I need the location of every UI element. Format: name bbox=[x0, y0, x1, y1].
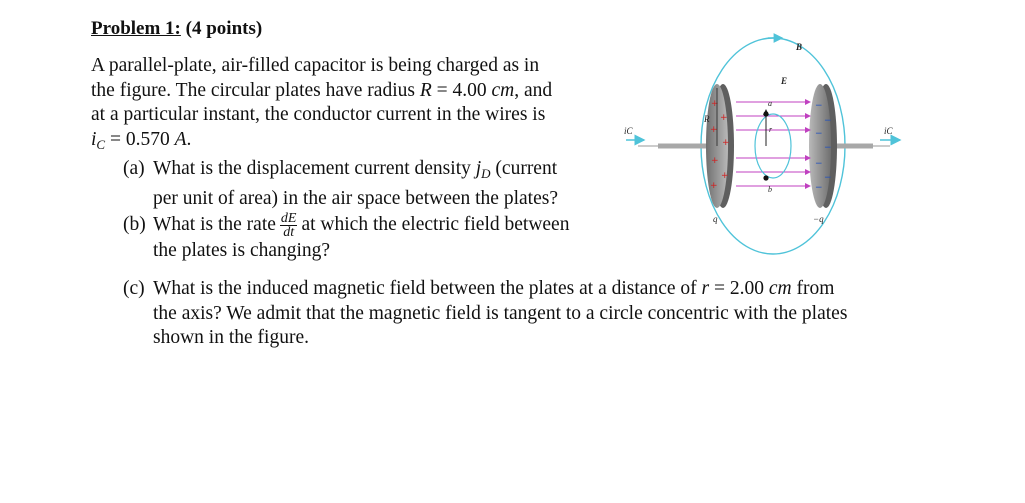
part-c-text-4: shown in the figure. bbox=[153, 327, 309, 348]
svg-text:+: + bbox=[720, 113, 728, 123]
problem-title bbox=[91, 18, 262, 40]
current-variable: i bbox=[91, 128, 97, 150]
label-B: B bbox=[796, 42, 803, 52]
svg-text:+: + bbox=[710, 125, 718, 135]
label-a: a bbox=[768, 99, 772, 108]
svg-text:+: + bbox=[710, 181, 718, 191]
intro-line-2 bbox=[91, 79, 621, 104]
svg-text:+: + bbox=[722, 138, 730, 148]
label-R: R bbox=[704, 114, 710, 124]
svg-text:−: − bbox=[824, 116, 832, 126]
svg-text:−: − bbox=[815, 159, 823, 169]
current-unit: A bbox=[174, 128, 187, 150]
part-b-text-2: at which the electric field between bbox=[301, 213, 570, 235]
svg-text:+: + bbox=[721, 171, 729, 181]
r-unit: cm bbox=[768, 278, 792, 299]
part-a-text-2: (current bbox=[490, 158, 558, 179]
label-negq: −q bbox=[813, 214, 824, 224]
svg-text:−: − bbox=[824, 143, 832, 153]
svg-text:+: + bbox=[711, 156, 719, 166]
svg-text:−: − bbox=[815, 101, 823, 111]
magnetic-field-loop-inner bbox=[755, 114, 791, 178]
fraction-denominator: dt bbox=[283, 225, 295, 240]
current-end: . bbox=[186, 128, 192, 150]
problem-points: (4 points) bbox=[185, 18, 263, 39]
part-c-text: What is the induced magnetic field between the plates at a distance of bbox=[153, 278, 702, 299]
svg-text:+: + bbox=[711, 99, 719, 109]
problem-number: Problem 1: bbox=[91, 18, 181, 39]
intro-line-1: A parallel-plate, air-filled capacitor is being charged as in bbox=[91, 55, 540, 76]
label-r: r bbox=[769, 125, 773, 134]
r-variable: r bbox=[701, 278, 710, 299]
label-ic-left: iC bbox=[624, 126, 633, 136]
point-a bbox=[763, 111, 768, 116]
part-b-text-3: the plates is changing? bbox=[153, 240, 331, 261]
capacitor-diagram bbox=[618, 28, 918, 258]
capacitor-figure bbox=[618, 28, 918, 258]
label-b: b bbox=[768, 185, 772, 194]
de-dt-fraction bbox=[280, 212, 298, 239]
jd-variable: j bbox=[475, 158, 482, 179]
part-c bbox=[123, 277, 933, 351]
part-a-label: (a) bbox=[123, 158, 145, 179]
label-q: q bbox=[713, 214, 718, 224]
svg-text:−: − bbox=[815, 129, 823, 139]
radius-unit: cm bbox=[491, 79, 515, 101]
part-b-label: (b) bbox=[123, 213, 146, 235]
part-a bbox=[123, 157, 623, 211]
intro-line-2-end: , and bbox=[514, 79, 553, 101]
radius-variable: R bbox=[419, 79, 432, 101]
part-a-text: What is the displacement current density bbox=[153, 158, 476, 179]
intro-line-4 bbox=[91, 128, 621, 158]
part-c-text-2: from bbox=[791, 278, 835, 299]
intro-line-3: at a particular instant, the conductor current in the wires is bbox=[91, 104, 546, 125]
intro-line-2-text: the figure. The circular plates have radius bbox=[91, 79, 415, 101]
part-a-text-3: per unit of area) in the air space between the plates? bbox=[153, 187, 558, 209]
problem-statement bbox=[91, 54, 621, 157]
r-value: = 2.00 bbox=[709, 278, 769, 299]
jd-subscript: D bbox=[481, 166, 491, 181]
part-c-label: (c) bbox=[123, 278, 145, 299]
radius-value: = 4.00 bbox=[431, 79, 492, 101]
current-subscript: C bbox=[96, 136, 106, 152]
label-ic-right: iC bbox=[884, 126, 893, 136]
svg-text:−: − bbox=[815, 183, 823, 193]
current-value: = 0.570 bbox=[105, 128, 175, 150]
svg-text:−: − bbox=[824, 173, 832, 183]
label-E: E bbox=[781, 76, 788, 86]
part-b bbox=[123, 212, 643, 264]
part-b-text: What is the rate bbox=[153, 213, 276, 235]
fraction-numerator: dE bbox=[280, 211, 297, 226]
point-b bbox=[763, 175, 768, 180]
part-c-text-3: the axis? We admit that the magnetic field is tangent to a circle concentric with the plates bbox=[153, 302, 848, 324]
